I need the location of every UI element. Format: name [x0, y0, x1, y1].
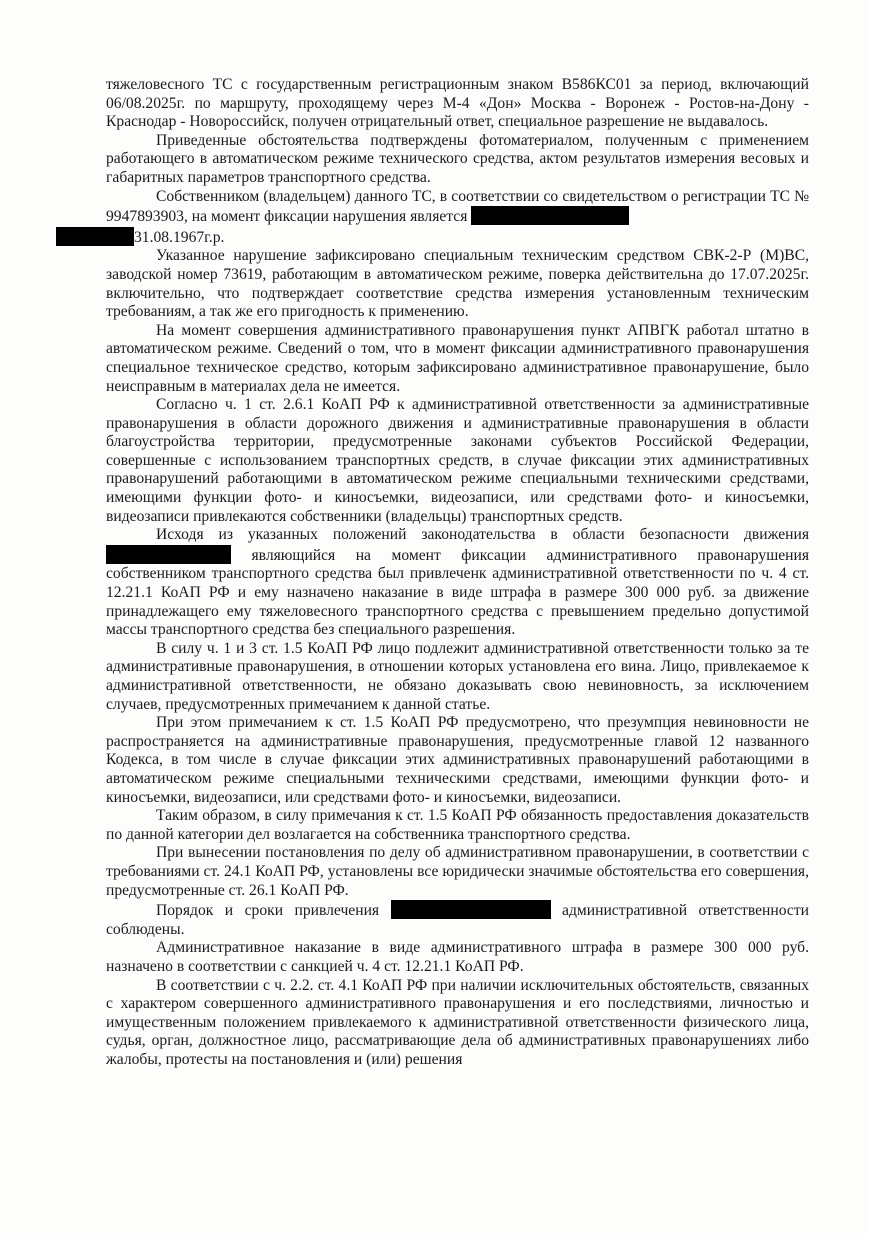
paragraph-1: тяжеловесного ТС с государственным регистрационным знаком В586КС01 за период, включающий 06/08.2025г. по маршруту, проходящему через М-4 «Дон» Москва - Воронеж - Ростов-на-Дону - Краснодар - Новороссийск, получен отрицательный ответ, специальное разрешение не выдавалось. — [106, 76, 809, 131]
paragraph-6: Согласно ч. 1 ст. 2.6.1 КоАП РФ к административной ответственности за административные правонарушения в области дорожного движения и административные правонарушения в области благоустройства территории, предусмотренные законами субъектов Российской Федерации, совершенные с использованием транспортных средств, в случае фиксации этих административных правонарушений работающими в автоматическом режиме специальными техническими средствами, имеющими функции фото- и киносъемки, видеозаписи, или средствами фото- и киносъемки, видеозаписи привлекаются собственники (владельцы) транспортных средств. — [106, 396, 809, 525]
paragraph-12-text-a: Порядок и сроки привлечения — [156, 902, 380, 920]
paragraph-13: Административное наказание в виде административного штрафа в размере 300 000 руб. назначено в соответствии с санкцией ч. 4 ст. 12.21.1 КоАП РФ. — [106, 939, 809, 975]
redaction-person-name — [106, 545, 231, 564]
paragraph-9: При этом примечанием к ст. 1.5 КоАП РФ предусмотрено, что презумпция невиновности не распространяется на административные правонарушения, предусмотренные главой 12 названного Кодекса, в том числе в случае фиксации этих административных правонарушений работающими в автоматическом режиме специальными техническими средствами, имеющими функции фото- и киносъемки, видеозаписи, или средствами фото- и киносъемки, видеозаписи. — [106, 714, 809, 806]
redaction-owner-name — [471, 206, 629, 225]
paragraph-7-text-b: являющийся на момент фиксации административного правонарушения собственником транспортного средства был привлеченк административной ответственности по ч. 4 ст. 12.21.1 КоАП РФ и ему назначено наказание в виде штрафа в размере 300 000 руб. за движение принадлежащего ему тяжеловесного транспортного средства с превышением предельно допустимой массы транспортного средства без специального разрешения. — [106, 546, 809, 639]
paragraph-5: На момент совершения административного правонарушения пункт АПВГК работал штатно в автоматическом режиме. Сведений о том, что в момент фиксации административного правонарушения специальное техническое средство, которым зафиксировано административное правонарушение, было неисправным в материалах дела не имеется. — [106, 321, 809, 395]
paragraph-7 — [106, 526, 809, 640]
paragraph-4: Указанное нарушение зафиксировано специальным техническим средством СВК-2-Р (М)ВС, заводской номер 73619, работающим в автоматическом режиме, поверка действительна до 17.07.2025г. включительно, что подтверждает соответствие средства измерения установленным техническим требованиям, а так же его пригодность к применению. — [106, 247, 809, 321]
paragraph-2: Приведенные обстоятельства подтверждены фотоматериалом, полученным с применением работающего в автоматическом режиме технического средства, актом результатов измерения весовых и габаритных параметров транспортного средства. — [106, 131, 809, 186]
paragraph-11: При вынесении постановления по делу об административном правонарушении, в соответствии с требованиями ст. 24.1 КоАП РФ, установлены все юридически значимые обстоятельства его совершения, предусмотренные ст. 26.1 КоАП РФ. — [106, 844, 809, 899]
redaction-owner-name-cont — [56, 227, 134, 246]
paragraph-8: В силу ч. 1 и 3 ст. 1.5 КоАП РФ лицо подлежит административной ответственности только за те административные правонарушения, в отношении которых установлена его вина. Лицо, привлекаемое к административной ответственности, не обязано доказывать свою невиновность, за исключением случаев, предусмотренных примечанием к данной статье. — [106, 639, 809, 713]
paragraph-3-birthdate: 31.08.1967г.р. — [134, 228, 225, 246]
paragraph-3 — [106, 188, 809, 248]
redaction-person-ref — [391, 900, 551, 919]
paragraph-3-text: Собственником (владельцем) данного ТС, в соответствии со свидетельством о регистрации ТС № 9947893903, на момент фиксации нарушения является — [106, 187, 809, 226]
document-body — [106, 76, 809, 1069]
paragraph-7-text-a: Исходя из указанных положений законодательства в области безопасности движения — [156, 526, 809, 544]
paragraph-14: В соответствии с ч. 2.2. ст. 4.1 КоАП РФ при наличии исключительных обстоятельств, связанных с характером совершенного административного правонарушения и его последствиями, личностью и имущественным положением привлекаемого к административной ответственности физического лица, судья, орган, должностное лицо, рассматривающие дела об административных правонарушениях либо жалобы, протесты на постановления и (или) решения — [106, 976, 809, 1068]
paragraph-12-text-b: административной ответственности соблюдены. — [106, 902, 809, 938]
paragraph-10: Таким образом, в силу примечания к ст. 1.5 КоАП РФ обязанность предоставления доказательств по данной категории дел возлагается на собственника транспортного средства. — [106, 807, 809, 843]
paragraph-12 — [106, 900, 809, 939]
